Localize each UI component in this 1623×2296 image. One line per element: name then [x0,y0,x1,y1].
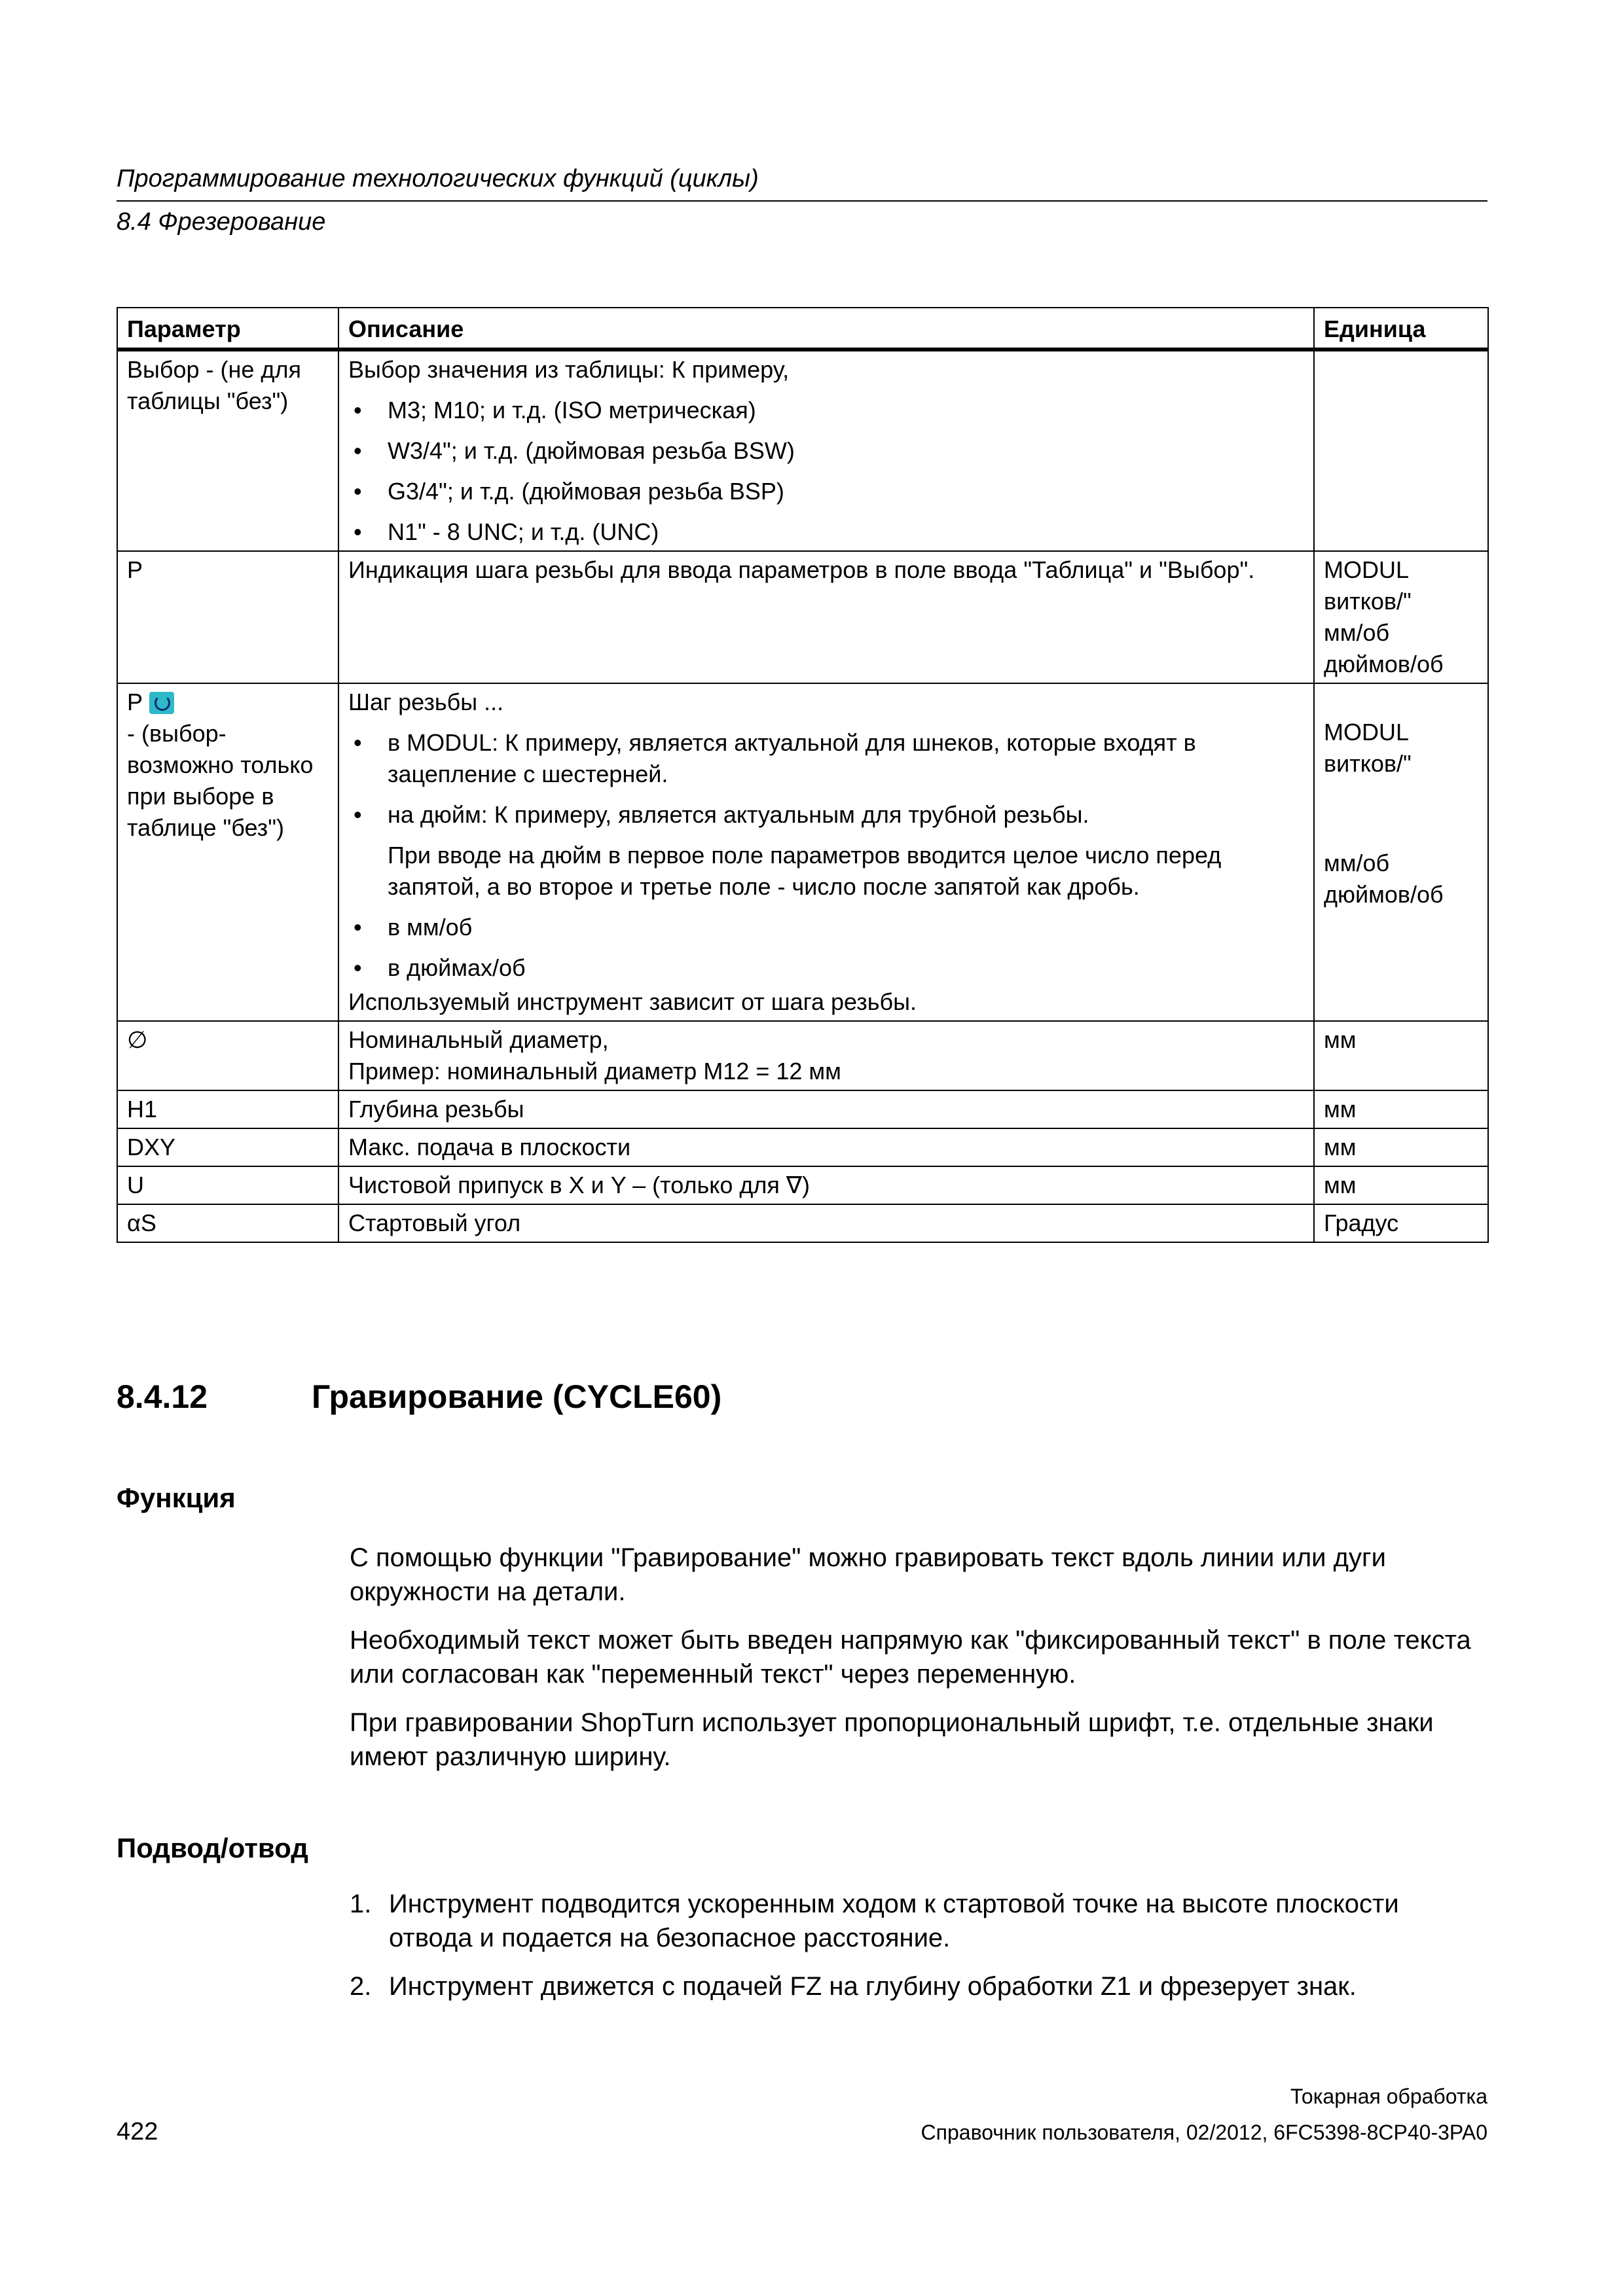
unit-cell: мм [1314,1021,1488,1090]
unit-cell: Градус [1314,1204,1488,1242]
unit-value: витков/" [1324,588,1412,615]
unit-cell [1314,350,1488,551]
page-number: 422 [117,2118,158,2145]
table-row [117,551,1488,683]
step-text: Инструмент движется с подачей FZ на глубину обработки Z1 и фрезерует знак. [389,1972,1357,2001]
bullet-list [348,912,1304,984]
footer-product: Токарная обработка [1290,2085,1487,2108]
bullet-list [348,395,1304,548]
approach-text [350,1887,1489,2018]
unit-cell [1314,683,1488,1021]
description-cell: Глубина резьбы [338,1090,1314,1128]
numbered-list [350,1887,1489,2003]
section-number: 8.4.12 [117,1378,208,1415]
step-number: 2. [350,1972,372,2001]
header-rule [117,200,1487,202]
description-line: Номинальный диаметр, [348,1026,609,1053]
unit-cell [1314,551,1488,683]
paragraph: С помощью функции "Гравирование" можно гравировать текст вдоль линии или дуги окружности на детали. [350,1543,1386,1606]
description-cell: Макс. подача в плоскости [338,1128,1314,1166]
unit-value: мм/об [1324,850,1390,876]
header-description: Описание [338,308,1314,350]
param-cell: U [117,1166,338,1204]
paragraph: Необходимый текст может быть введен напрямую как "фиксированный текст" в поле текста или согласован как "переменный текст" через переменную. [350,1626,1471,1689]
function-heading: Функция [117,1482,236,1513]
section-title: Гравирование (CYCLE60) [312,1378,722,1415]
step-text: Инструмент подводится ускоренным ходом к стартовой точке на высоте плоскости отвода и подается на безопасное расстояние. [389,1890,1399,1952]
table-row [117,1090,1488,1128]
list-item: • N1" - 8 UNC; и т.д. (UNC) [348,516,1304,548]
toggle-select-icon [149,692,174,714]
table-row [117,1128,1488,1166]
list-item: • W3/4"; и т.д. (дюймовая резьба BSW) [348,435,1304,467]
unit-value: витков/" [1324,750,1412,777]
paragraph: При гравировании ShopTurn использует пропорциональный шрифт, т.е. отдельные знаки имеют различную ширину. [350,1708,1434,1771]
unit-cell: мм [1314,1166,1488,1204]
bullet-list [348,727,1304,831]
parameter-table [117,307,1489,1243]
unit-value: MODUL [1324,556,1410,583]
param-cell: DXY [117,1128,338,1166]
description-cell: Стартовый угол [338,1204,1314,1242]
approach-heading: Подвод/отвод [117,1833,308,1863]
running-header-section: 8.4 Фрезерование [117,208,326,236]
unit-value: мм/об [1324,619,1390,646]
table-row [117,1021,1488,1090]
description-cell [338,1021,1314,1090]
table-header-row [117,308,1488,350]
footer-manual: Справочник пользователя, 02/2012, 6FC5398-8CP40-3PA0 [921,2121,1487,2144]
unit-cell: мм [1314,1128,1488,1166]
description-intro: Шаг резьбы ... [348,689,504,715]
param-cell: αS [117,1204,338,1242]
list-item: • в дюймах/об [348,952,1304,984]
inch-note: При вводе на дюйм в первое поле параметров вводится целое число перед запятой, а во второе и третье поле - число после запятой как дробь. [388,842,1222,900]
list-item: • M3; M10; и т.д. (ISO метрическая) [348,395,1304,426]
list-item [350,1887,1489,1955]
description-cell: Индикация шага резьбы для ввода параметров в поле ввода "Таблица" и "Выбор". [338,551,1314,683]
table-row [117,350,1488,551]
unit-value: дюймов/об [1324,651,1444,677]
list-item: • на дюйм: К примеру, является актуальным для трубной резьбы. [348,799,1304,831]
param-cell: ∅ [117,1021,338,1090]
description-cell [338,683,1314,1021]
description-footer: Используемый инструмент зависит от шага резьбы. [348,988,917,1015]
description-line: Пример: номинальный диаметр M12 = 12 мм [348,1058,841,1085]
table-row [117,1204,1488,1242]
step-number: 1. [350,1890,372,1918]
header-param: Параметр [117,308,338,350]
param-cell: P [117,551,338,683]
running-header-chapter: Программирование технологических функций (циклы) [117,165,759,192]
unit-cell: мм [1314,1090,1488,1128]
unit-value: MODUL [1324,719,1410,745]
param-cell [117,683,338,1021]
list-item: • G3/4"; и т.д. (дюймовая резьба BSP) [348,476,1304,507]
description-cell: Чистовой припуск в X и Y – (только для ∇) [338,1166,1314,1204]
table-row [117,1166,1488,1204]
list-item: • в мм/об [348,912,1304,943]
list-item: • в MODUL: К примеру, является актуальной для шнеков, которые входят в зацепление с шестерней. [348,727,1304,790]
param-note: - (выбор-возможно только при выборе в таблице "без") [127,720,314,841]
list-item [350,1969,1489,2003]
table-row [117,683,1488,1021]
unit-value: дюймов/об [1324,881,1444,908]
param-cell: H1 [117,1090,338,1128]
param-cell: Выбор - (не для таблицы "без") [117,350,338,551]
header-unit: Единица [1314,308,1488,350]
function-text [350,1541,1489,1788]
description-cell [338,350,1314,551]
param-label: P [127,689,143,715]
description-intro: Выбор значения из таблицы: К примеру, [348,356,790,383]
